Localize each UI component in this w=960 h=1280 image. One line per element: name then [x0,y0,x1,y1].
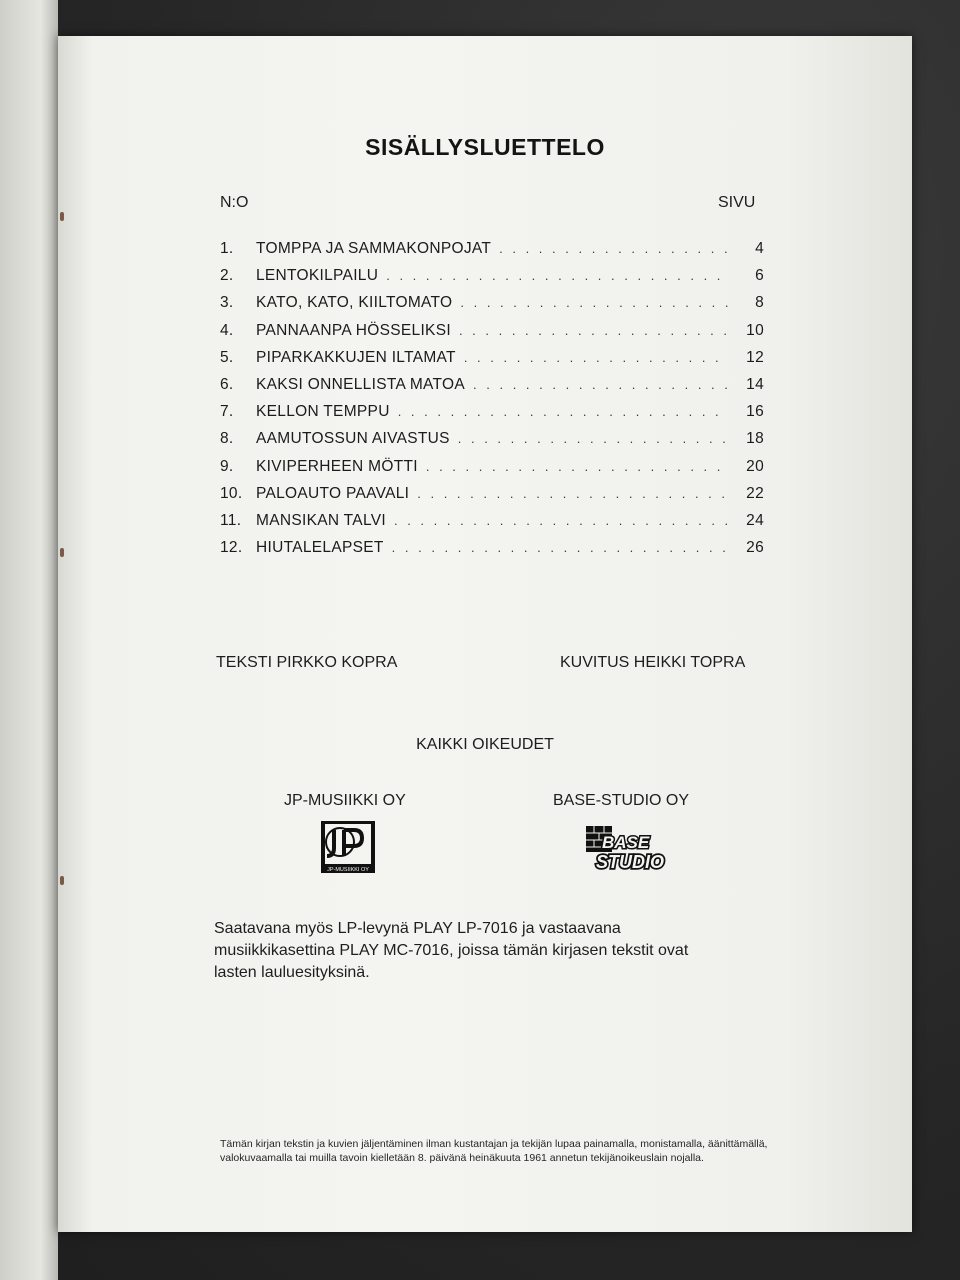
toc-entry-title: PIPARKAKKUJEN ILTAMAT [256,348,456,366]
toc-entry-number: 12. [220,539,243,557]
toc-entry [220,240,764,267]
base-logo-word-2: STUDIO [596,852,665,872]
text-author-credit: TEKSTI PIRKKO KOPRA [216,654,398,671]
copyright-notice: Tämän kirjan tekstin ja kuvien jäljentäminen ilman kustantajan ja tekijän lupaa painamalla, monistamalla, äänittämällä, valokuvaamalla tai muilla tavoin kielletään 8. päivänä heinäkuuta 1961 annetun tekijänoikeuslain nojalla. [220,1138,768,1164]
toc-entry-page: 18 [746,430,764,448]
toc-entry [220,294,764,321]
toc-leader-dots [473,377,728,392]
base-studio-logo [582,820,674,876]
toc-entry-page: 22 [746,484,764,502]
toc-entry-page: 20 [746,457,764,475]
jp-logo-caption: JP-MUSIIKKI OY [327,867,369,873]
toc-entry-title: PALOAUTO PAAVALI [256,484,410,502]
toc-leader-dots [460,295,728,310]
toc-entry-page: 6 [755,267,764,285]
toc-entry [220,539,764,566]
toc-entry-number: 4. [220,321,234,339]
binding-stitch [60,548,64,557]
toc-entry-title: TOMPPA JA SAMMAKONPOJAT [256,240,492,257]
toc-entry-title: KELLON TEMPPU [256,403,390,421]
left-page-edge [0,0,58,1280]
toc-entry-number: 5. [220,348,234,366]
toc-entry-page: 14 [746,375,764,393]
toc-entry [220,485,764,512]
toc-entry-title: KATO, KATO, KIILTOMATO [256,294,453,312]
toc-entry-number: 1. [220,240,234,257]
toc-entry-page: 10 [746,321,764,339]
toc-entry-title: KIVIPERHEEN MÖTTI [256,457,418,475]
toc-entry-number: 11. [220,511,242,529]
toc-entry-title: MANSIKAN TALVI [256,511,386,529]
number-column-header: N:O [220,194,249,211]
toc-entry-page: 8 [755,294,764,312]
toc-entry [220,267,764,294]
toc-entry-number: 6. [220,375,234,393]
rights-notice: KAIKKI OIKEUDET [416,736,554,753]
toc-entry-number: 8. [220,430,234,448]
toc-entry-title: PANNAANPA HÖSSELIKSI [256,321,451,339]
toc-entry-title: KAKSI ONNELLISTA MATOA [256,375,466,393]
toc-leader-dots [426,459,728,474]
jp-musiikki-logo [320,820,376,874]
toc-leader-dots [386,268,728,283]
toc-entry-number: 10. [220,484,243,502]
company-jp-musiikki: JP-MUSIIKKI OY [284,792,406,809]
toc-leader-dots [394,513,728,528]
toc-entry-number: 3. [220,294,234,312]
toc-leader-dots [398,404,728,419]
toc-leader-dots [458,431,728,446]
page-title: SISÄLLYSLUETTELO [365,134,605,160]
toc-leader-dots [392,540,728,555]
toc-entry [220,458,764,485]
table-of-contents [220,240,764,566]
toc-entry-number: 9. [220,457,234,475]
toc-entry [220,376,764,403]
illustrator-credit: KUVITUS HEIKKI TOPRA [560,654,746,671]
availability-note: Saatavana myös LP-levynä PLAY LP-7016 ja vastaavana musiikkikasettina PLAY MC-7016, joissa tämän kirjasen tekstit ovat lasten lauluesityksinä. [214,920,689,981]
toc-entry-number: 2. [220,267,234,285]
toc-leader-dots [464,350,728,365]
toc-entry [220,349,764,376]
toc-entry-page: 4 [755,240,764,257]
toc-entry-page: 12 [746,348,764,366]
binding-stitch [60,876,64,885]
binding-stitch [60,212,64,221]
booklet-page [58,36,912,1232]
toc-leader-dots [417,486,728,501]
toc-entry-title: HIUTALELAPSET [256,539,384,557]
toc-entry-page: 26 [746,539,764,557]
toc-leader-dots [499,241,728,256]
toc-entry [220,403,764,430]
toc-entry-page: 16 [746,403,764,421]
toc-leader-dots [459,323,728,338]
company-base-studio: BASE-STUDIO OY [553,792,690,809]
toc-entry [220,512,764,539]
toc-entry-number: 7. [220,403,234,421]
toc-entry-title: AAMUTOSSUN AIVASTUS [256,430,450,448]
page-column-header: SIVU [718,194,756,211]
base-logo-word-1: BASE [602,833,650,852]
toc-entry-page: 24 [746,511,764,529]
toc-entry [220,322,764,349]
toc-entry [220,430,764,457]
toc-entry-title: LENTOKILPAILU [256,267,379,285]
